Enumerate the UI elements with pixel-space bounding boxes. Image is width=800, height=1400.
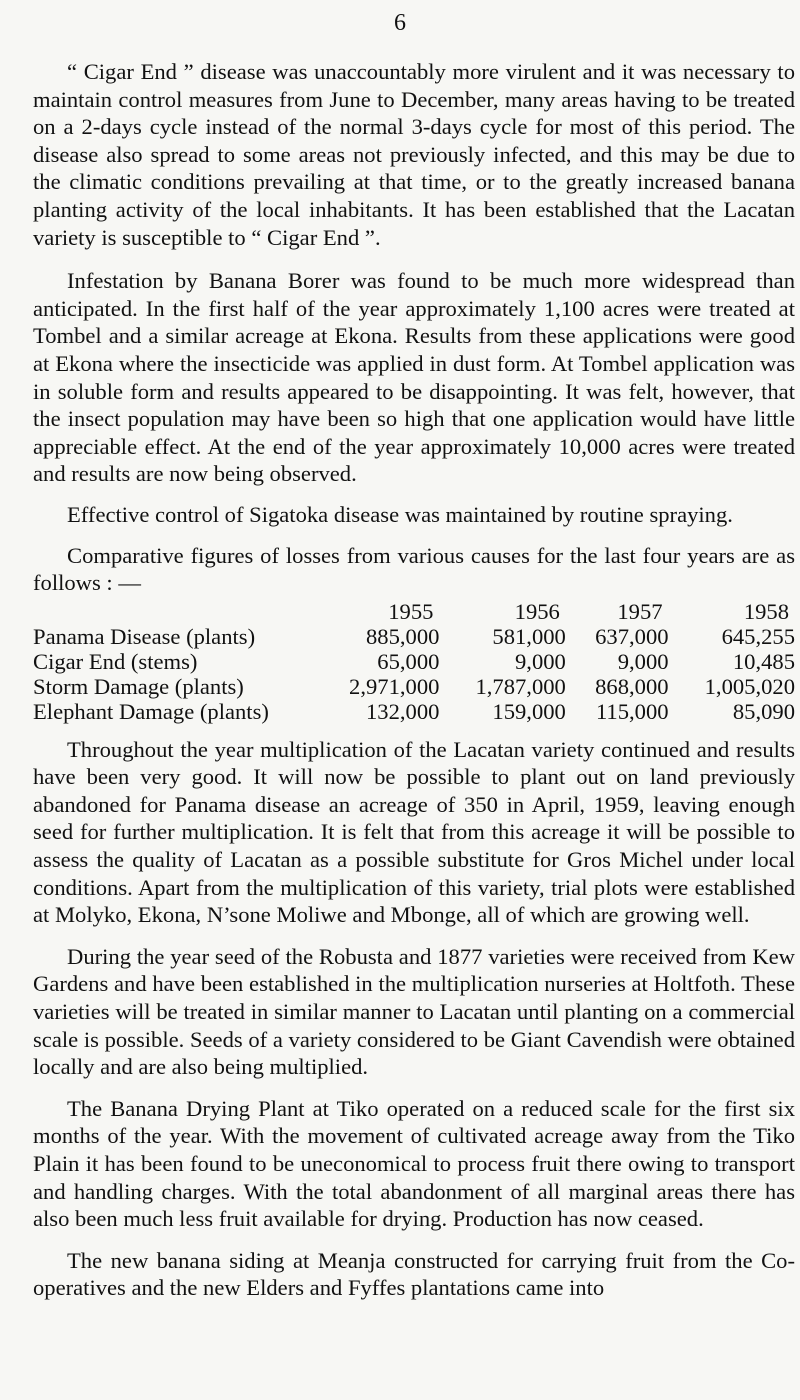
table-cell: 159,000 <box>492 698 566 724</box>
year-header: 1955 <box>388 598 434 624</box>
table-row <box>33 699 795 724</box>
table-cell: 868,000 <box>595 673 669 699</box>
year-header: 1956 <box>514 598 560 624</box>
paragraph-banana-borer: Infestation by Banana Borer was found to be much more widespread than anticipated. In the first half of the year approximately 1,100 acres were treated at Tombel and a similar acreage at Ekona. Results from these applications were good at Ekona where the insecticide was applied in dust form. At Tombel application was in soluble form and results appeared to be disappointing. It was felt, however, that the insect population may have been so high that one application would have little appreciable effect. At the end of the year approximately 10,000 acres were treated and results are now being observed. <box>33 268 795 487</box>
table-cell: 2,971,000 <box>349 673 440 699</box>
table-cell: 9,000 <box>617 648 669 674</box>
table-cell: 637,000 <box>595 623 669 649</box>
losses-table-header-row <box>33 599 795 624</box>
paragraph-drying-plant: The Banana Drying Plant at Tiko operated on a reduced scale for the first six months of the year. With the movement of cultivated acreage away from the Tiko Plain it has been found to be uneconomical to process fruit there owing to transport and handling charges. With the total abandonment of all marginal areas there has also been much less fruit available for drying. Production has now ceased. <box>33 1095 795 1232</box>
year-header: 1957 <box>617 598 663 624</box>
table-cell: 9,000 <box>515 648 566 674</box>
table-cell: 85,090 <box>732 698 795 724</box>
year-header: 1958 <box>743 598 789 624</box>
table-cell: 65,000 <box>377 648 440 674</box>
paragraph-robusta-varieties: During the year seed of the Robusta and 1877 varieties were received from Kew Gardens and have been established in the multiplication nurseries at Holtfoth. These varieties will be treated in similar manner to Lacatan until planting on a commercial scale is possible. Seeds of a variety considered to be Giant Cavendish were obtained locally and are also being multiplied. <box>33 943 795 1080</box>
paragraph-sigatoka: Effective control of Sigatoka disease was maintained by routine spraying. <box>67 501 733 527</box>
paragraph-meanja-siding: The new banana siding at Meanja constructed for carrying fruit from the Co-operatives and the new Elders and Fyffes plantations came into <box>33 1247 795 1301</box>
row-label: Storm Damage (plants) <box>33 673 244 699</box>
table-cell: 645,255 <box>721 623 795 649</box>
paragraph-cigar-end: “ Cigar End ” disease was unaccountably more virulent and it was necessary to maintain control measures from June to December, many areas having to be treated on a 2-days cycle instead of the normal 3-days cycle for most of this period. The disease also spread to some areas not previously infected, and this may be due to the climatic conditions prevailing at that time, or to the greatly increased banana planting activity of the local inhabitants. It has been established that the Lacatan variety is susceptible to “ Cigar End ”. <box>33 59 795 250</box>
table-row <box>33 649 795 674</box>
row-label: Cigar End (stems) <box>33 648 198 674</box>
losses-table <box>33 599 795 724</box>
table-cell: 132,000 <box>365 698 440 724</box>
table-cell: 581,000 <box>492 623 566 649</box>
page-number: 6 <box>394 10 406 36</box>
paragraph-comparative-intro: Comparative figures of losses from various causes for the last four years are as follows : — <box>33 542 795 596</box>
table-cell: 1,005,020 <box>704 673 795 699</box>
table-row <box>33 624 795 649</box>
row-label: Elephant Damage (plants) <box>33 698 269 724</box>
table-cell: 115,000 <box>595 698 669 724</box>
body-text <box>33 58 795 1302</box>
paragraph-lacatan-multiplication: Throughout the year multiplication of the Lacatan variety continued and results have been very good. It will now be possible to plant out on land previously abandoned for Panama disease an acreage of 350 in April, 1959, leaving enough seed for further multiplication. It is felt that from this acreage it will be possible to assess the quality of Lacatan as a possible substitute for Gros Michel under local conditions. Apart from the multiplication of this variety, trial plots were established at Molyko, Ekona, N’sone Moliwe and Mbonge, all of which are growing well. <box>33 736 795 928</box>
table-cell: 885,000 <box>365 623 440 649</box>
table-cell: 1,787,000 <box>475 673 566 699</box>
table-row <box>33 674 795 699</box>
row-label: Panama Disease (plants) <box>33 623 256 649</box>
table-cell: 10,485 <box>732 648 795 674</box>
losses-table-corner <box>33 599 313 624</box>
